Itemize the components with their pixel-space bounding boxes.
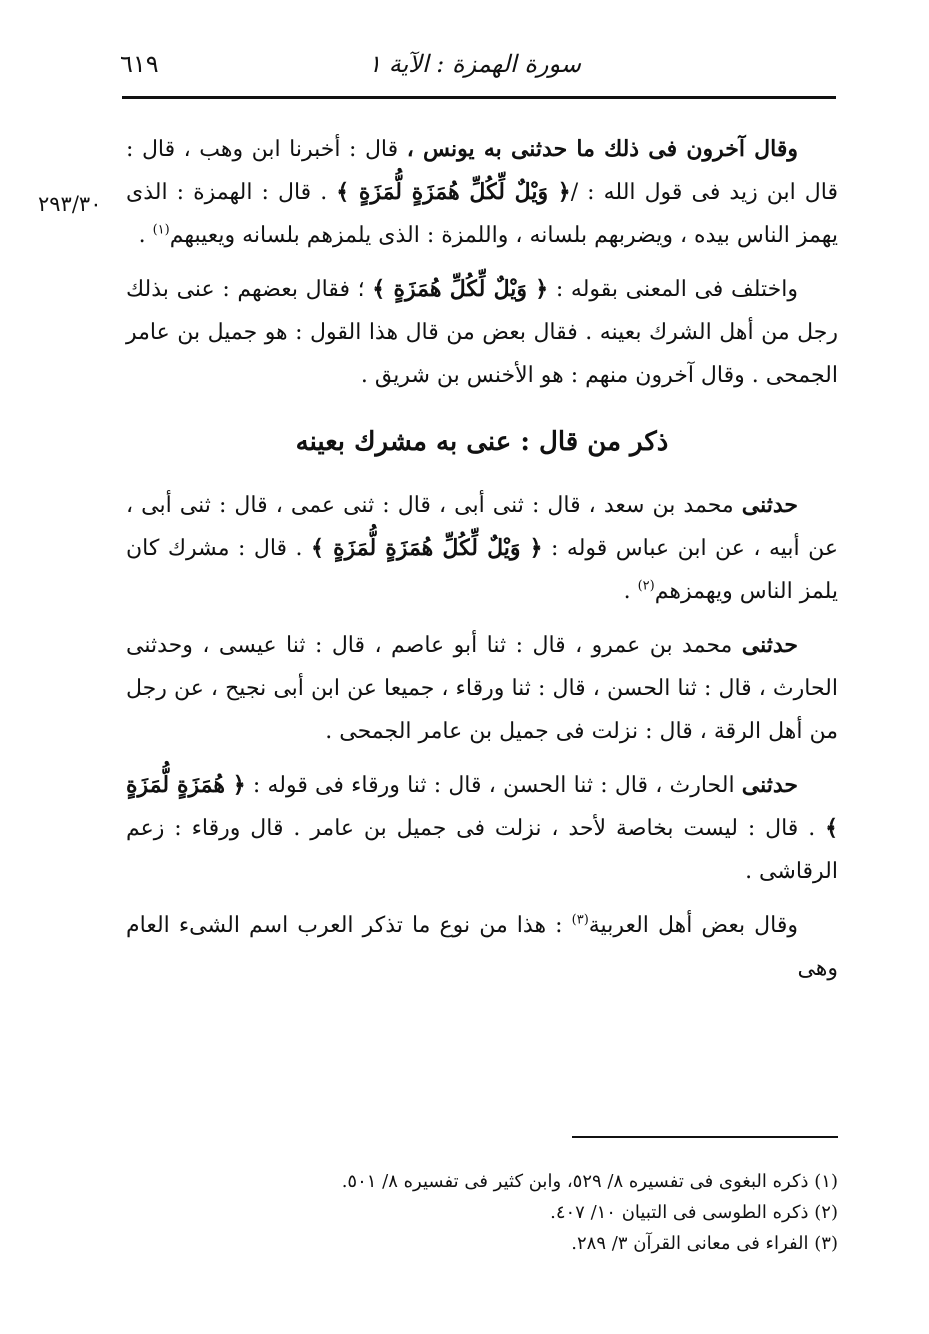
quran-quote: ﴿ وَيْلٌ لِّكُلِّ هُمَزَةٍ لُّمَزَةٍ ﴾ [336, 179, 571, 205]
section-heading: ذكر من قال : عنى به مشرك بعينه [295, 427, 669, 457]
footnote-rule [572, 1136, 838, 1138]
paragraph-text: محمد بن عمرو ، قال : ثنا أبو عاصم ، قال : ثنا عيسى ، وحدثنى الحارث ، قال : ثنا الحسن ، قال : ثنا ورقاء ، جميعا عن ابن أبى نجيح ، عن رجل من أهل الرقة ، قال : نزلت فى جميل بن عامر الجمحى . [126, 633, 838, 744]
footnotes [300, 1166, 838, 1259]
footnote-marker[interactable]: (٢) [637, 578, 655, 594]
paragraph-text: محمد بن سعد ، قال : ثنى أبى ، قال : ثنى عمى ، قال : ثنى أبى ، عن أبيه ، عن ابن عباس قوله : [126, 493, 839, 561]
paragraph-2 [126, 268, 838, 397]
footnote-2: (٢) ذكره الطوسى فى التبيان ١٠/ ٤٠٧. [550, 1202, 838, 1223]
quran-quote: ﴿ وَيْلٌ لِّكُلِّ هُمَزَةٍ لُّمَزَةٍ ﴾ [311, 535, 543, 561]
footnote-3: (٣) الفراء فى معانى القرآن ٣/ ٢٨٩. [571, 1233, 838, 1254]
paragraph-lead: حدثنى [741, 492, 798, 518]
header-title: سورة الهمزة : الآية ١ [368, 50, 581, 78]
paragraph-6 [126, 904, 838, 990]
paragraph-text: قال : أخبرنا ابن وهب ، قال : قال ابن زيد فى قول الله : / [126, 137, 839, 205]
footnote-marker[interactable]: (١) [152, 222, 170, 238]
footnote-1: (١) ذكره البغوى فى تفسيره ٨/ ٥٢٩، وابن كثير فى تفسيره ٨/ ٥٠١. [341, 1171, 838, 1192]
paragraph-lead: حدثنى [741, 632, 798, 658]
paragraph-text: الحارث ، قال : ثنا الحسن ، قال : ثنا ورقاء فى قوله : [245, 773, 742, 798]
paragraph-tail: . [138, 223, 153, 248]
paragraph-4 [126, 624, 838, 753]
paragraph-text: واختلف فى المعنى بقوله : [548, 277, 798, 302]
paragraph-text: وقال بعض أهل العربية [588, 913, 798, 938]
main-text [126, 128, 838, 1001]
quran-quote: ﴿ هُمَزَةٍ لُّمَزَةٍ ﴾ [126, 772, 838, 841]
margin-reference: ٢٩٣/٣٠ [38, 192, 102, 216]
paragraph-3 [126, 484, 838, 613]
quran-quote: ﴿ وَيْلٌ لِّكُلِّ هُمَزَةٍ ﴾ [372, 276, 549, 302]
paragraph-text-2: ؛ فقال بعضهم : عنى بذلك رجل من أهل الشرك بعينه . فقال بعض من قال هذا القول : هو جميل بن عامر الجمحى . وقال آخرون منهم : هو الأخنس بن شريق . [126, 277, 838, 388]
paragraph-tail: . [623, 579, 638, 604]
running-header [120, 40, 836, 80]
paragraph-text-2: . قال : مشرك كان يلمز الناس ويهمزهم [126, 536, 838, 604]
paragraph-5 [126, 764, 838, 893]
paragraph-1 [126, 128, 838, 257]
paragraph-lead: وقال آخرون فى ذلك ما حدثنى به يونس ، [406, 136, 798, 162]
page-number: ٦١٩ [120, 50, 159, 78]
footnote-marker[interactable]: (٣) [571, 912, 589, 928]
paragraph-tail: : هذا من نوع ما تذكر العرب اسم الشىء العام وهى [126, 913, 838, 981]
paragraph-lead: حدثنى [741, 772, 798, 798]
paragraph-text-2: . قال : الهمزة : الذى يهمز الناس بيده ، ويضربهم بلسانه ، واللمزة : الذى يلمزهم بلسانه ويعيبهم [126, 180, 838, 248]
header-rule [122, 96, 836, 99]
paragraph-text-2: . قال : ليست بخاصة لأحد ، نزلت فى جميل بن عامر . قال ورقاء : زعم الرقاشى . [126, 816, 838, 884]
